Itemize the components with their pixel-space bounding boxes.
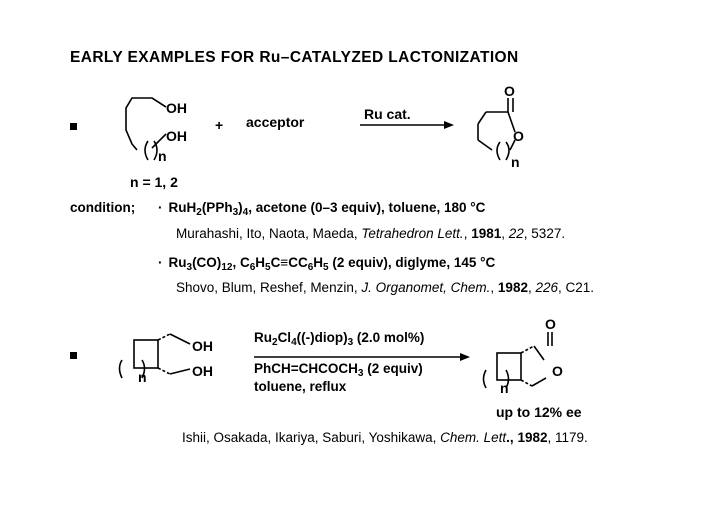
condition-1-bullet: · [158, 200, 163, 215]
sm2-oh-1: OH [192, 338, 213, 354]
cond2-sub: 5 [323, 262, 329, 273]
cat-text: (2.0 mol%) [353, 330, 425, 345]
product-n: n [511, 154, 520, 170]
sm-oh-1: OH [166, 100, 187, 116]
cyclic-diol-structure [120, 334, 191, 378]
ref1-year: 1981 [471, 226, 502, 241]
product2-n: n [500, 380, 509, 396]
reference-3 [182, 430, 588, 445]
ee-label: up to 12% ee [496, 404, 582, 420]
ref1-pages: , 5327. [523, 226, 566, 241]
cat-text: Cl [277, 330, 292, 345]
cat-sub: 4 [291, 337, 297, 348]
cond1-text: RuH [168, 200, 197, 215]
bullet-scheme-2 [70, 352, 77, 359]
sm-oh-2: OH [166, 128, 187, 144]
product-o-carbonyl: O [504, 83, 515, 99]
condition-1 [158, 200, 486, 218]
reagent-sub: 3 [357, 368, 364, 379]
sm2-oh-2: OH [192, 363, 213, 379]
reagent-label [254, 361, 423, 379]
cat-sub: 2 [272, 337, 278, 348]
ref3-pages: , 1179. [547, 430, 588, 445]
cond1-text: ) [238, 200, 243, 215]
cond2-text: , C [232, 255, 250, 270]
reference-1 [176, 226, 565, 241]
cat-text: ((-)diop) [296, 330, 348, 345]
cat-sub: 3 [347, 337, 354, 348]
lactone-structure [478, 98, 515, 160]
cat-text: Ru [254, 330, 272, 345]
ref1-sep: , [463, 226, 472, 241]
cond1-sub: 3 [232, 207, 239, 218]
ref3-year: 1982 [517, 430, 548, 445]
acceptor-label: acceptor [246, 114, 305, 130]
condition-2 [158, 255, 496, 273]
ref2-volume: 226 [535, 280, 559, 295]
reagent-text: (2 equiv) [363, 361, 423, 376]
cond1-sub: 2 [196, 207, 202, 218]
sm2-n: n [138, 369, 147, 385]
cond2-sub: 6 [249, 262, 256, 273]
reaction-arrow-2 [254, 353, 470, 361]
cond2-text: H [313, 255, 324, 270]
bicyclic-lactone-structure [484, 332, 553, 388]
cond2-text: (CO) [192, 255, 222, 270]
cond2-text: (2 equiv), diglyme, 145 °C [328, 255, 496, 270]
n-values: n = 1, 2 [130, 174, 178, 190]
solvent-label: toluene, reflux [254, 379, 347, 394]
cond2-text: H [255, 255, 266, 270]
cond2-sub: 3 [186, 262, 193, 273]
ref2-journal: J. Organomet, Chem. [361, 280, 491, 295]
ref2-pages: , C21. [558, 280, 595, 295]
ref2-year: 1982 [497, 280, 528, 295]
ref1-journal: Tetrahedron Lett. [361, 226, 464, 241]
reagent-text: PhCH=CHCOCH [254, 361, 358, 376]
cond2-sub: 6 [307, 262, 314, 273]
ref2-sep: , [490, 280, 498, 295]
plus-sign: + [215, 117, 224, 133]
reference-2 [176, 280, 594, 295]
sm-n: n [158, 148, 167, 164]
ref1-authors: Murahashi, Ito, Naota, Maeda, [176, 226, 362, 241]
cond2-text: Ru [168, 255, 187, 270]
cond2-sub: 12 [221, 262, 233, 273]
cond1-text: , acetone (0–3 equiv), toluene, 180 °C [248, 200, 486, 215]
page-title: EARLY EXAMPLES FOR Ru–CATALYZED LACTONIZATION [70, 49, 519, 66]
ref3-authors: Ishii, Osakada, Ikariya, Saburi, Yoshikawa, [182, 430, 441, 445]
product2-o-carbonyl: O [545, 316, 556, 332]
ref1-volume: 22 [508, 226, 524, 241]
ref2-authors: Shovo, Blum, Reshef, Menzin, [176, 280, 362, 295]
condition-label: condition; [70, 200, 136, 215]
catalyst-label [254, 330, 425, 348]
cond1-sub: 4 [242, 207, 249, 218]
ref3-sep: ., [506, 430, 518, 445]
ru-cat-label: Ru cat. [364, 106, 411, 122]
condition-2-bullet: · [158, 255, 163, 270]
product2-o-ring: O [552, 363, 563, 379]
reaction-arrow-1 [360, 121, 454, 129]
product-o-ring: O [513, 128, 524, 144]
cond2-text: C≡CC [270, 255, 308, 270]
ref1-sep: , [501, 226, 509, 241]
ref3-journal: Chem. Lett [440, 430, 507, 445]
cond1-text: (PPh [201, 200, 233, 215]
ref2-sep: , [527, 280, 536, 295]
cond2-sub: 5 [265, 262, 271, 273]
